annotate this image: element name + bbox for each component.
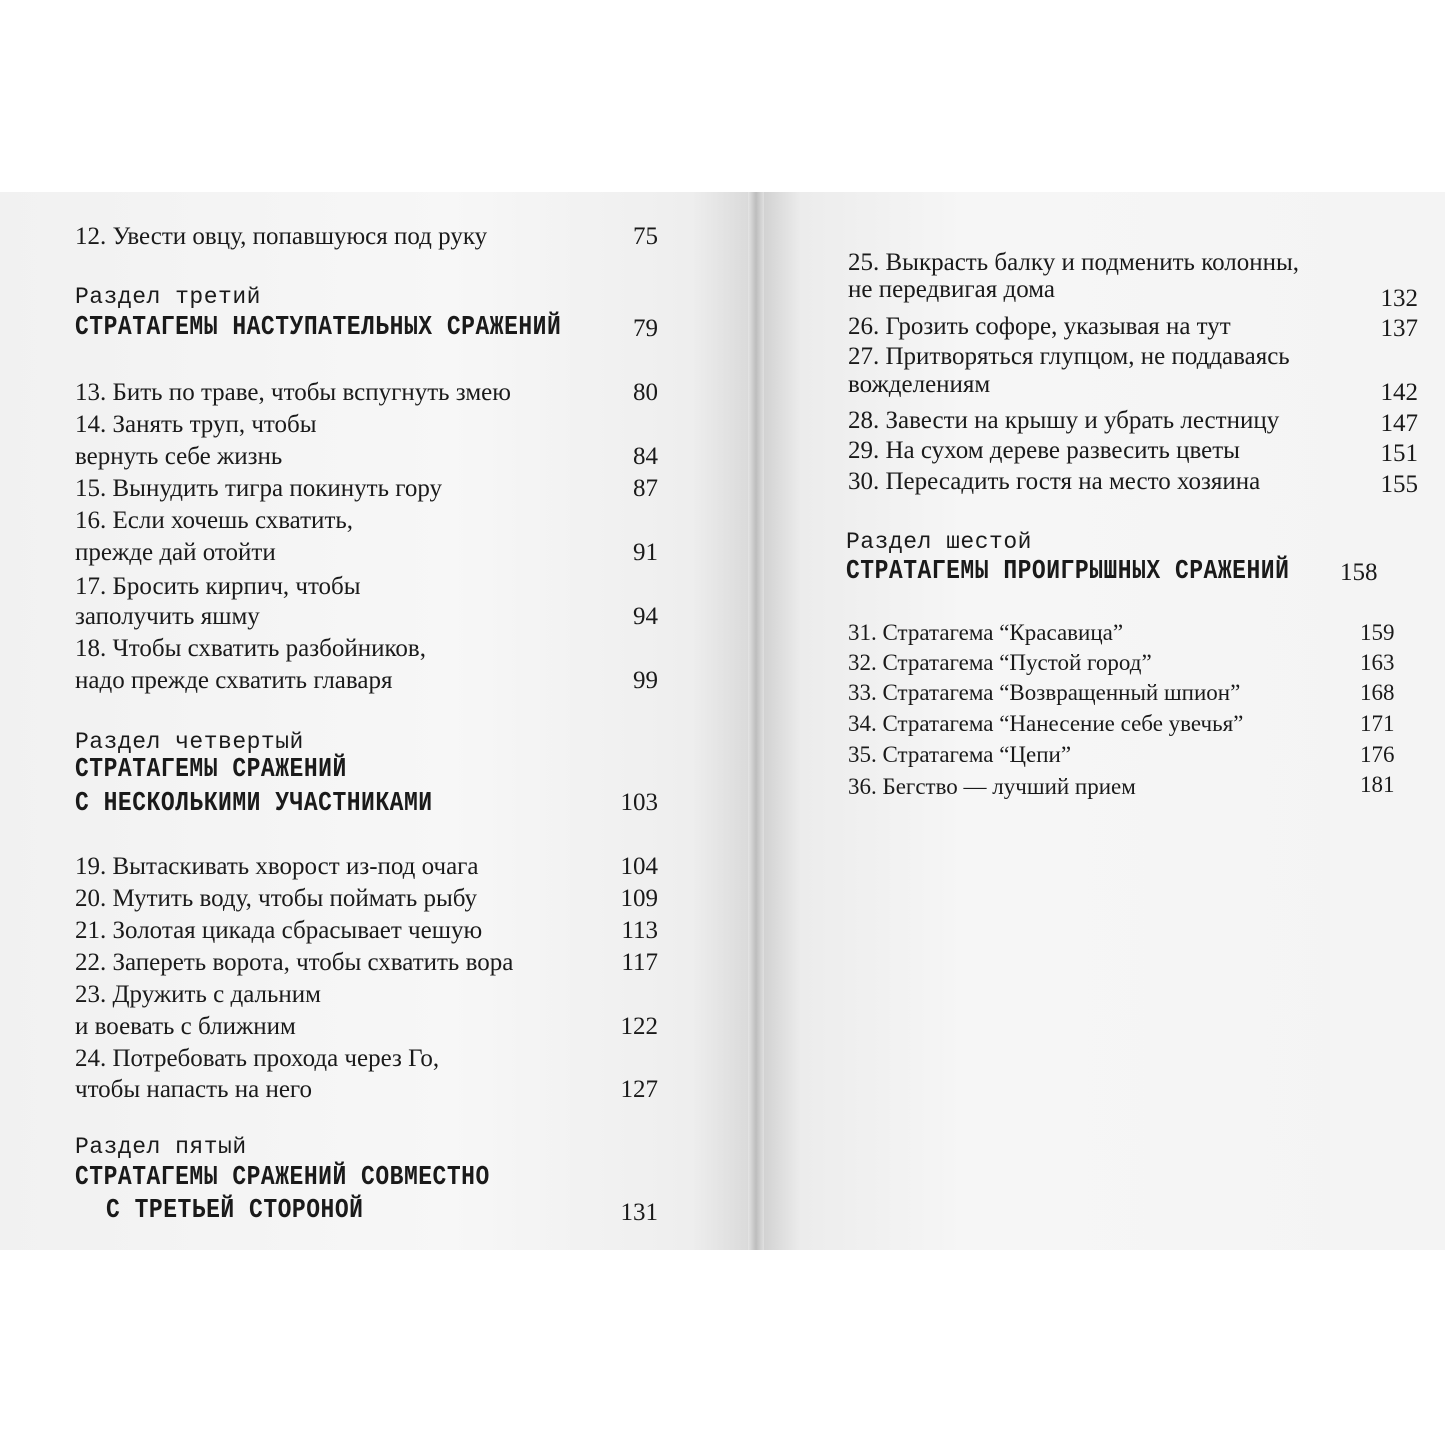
entry-text: 22. Запереть ворота, чтобы схватить вора <box>75 949 514 976</box>
entry-page: 99 <box>633 667 658 694</box>
entry-text-line2: прежде дай отойти <box>75 539 276 566</box>
entry-page: 104 <box>620 853 658 880</box>
entry-text: 36. Бегство — лучший прием <box>848 774 1136 799</box>
entry-text-line1: 24. Потребовать прохода через Го, <box>75 1045 440 1072</box>
section-label: Раздел шестой <box>846 529 1032 555</box>
entry-page: 176 <box>1360 742 1395 767</box>
entry-text-line2: и воевать с ближним <box>75 1013 296 1040</box>
entry-text-line1: 18. Чтобы схватить разбойников, <box>75 635 426 662</box>
entry-page: 91 <box>633 539 658 566</box>
section-title: СТРАТАГЕМЫ ПРОИГРЫШНЫХ СРАЖЕНИЙ <box>846 556 1290 587</box>
entry-text: 35. Стратагема “Цепи” <box>848 742 1072 767</box>
entry-page: 151 <box>1380 440 1418 467</box>
entry-page: 80 <box>633 379 658 406</box>
entry-text-line2: не передвигая дома <box>848 276 1055 303</box>
entry-page: 155 <box>1380 471 1418 498</box>
entry-page: 122 <box>620 1013 658 1040</box>
entry-page: 168 <box>1360 680 1395 705</box>
entry-text-line1: 14. Занять труп, чтобы <box>75 411 317 438</box>
entry-page: 159 <box>1360 620 1395 645</box>
entry-text-line1: 23. Дружить с дальним <box>75 981 321 1008</box>
entry-text: 31. Стратагема “Красавица” <box>848 620 1124 645</box>
entry-text: 13. Бить по траве, чтобы вспугнуть змею <box>75 379 511 406</box>
entry-page: 171 <box>1360 711 1395 736</box>
entry-text: 34. Стратагема “Нанесение себе увечья” <box>848 711 1244 736</box>
entry-page: 84 <box>633 443 658 470</box>
section-label: Раздел пятый <box>75 1134 247 1160</box>
entry-text: 32. Стратагема “Пустой город” <box>848 650 1152 675</box>
entry-page: 94 <box>633 603 658 630</box>
entry-page: 87 <box>633 475 658 502</box>
entry-page: 109 <box>620 885 658 912</box>
section-label: Раздел четвертый <box>75 729 304 755</box>
section-page: 79 <box>633 315 658 342</box>
entry-text: 15. Вынудить тигра покинуть гору <box>75 475 443 502</box>
entry-page: 132 <box>1380 285 1418 312</box>
book-gutter <box>748 192 764 1250</box>
entry-text: 19. Вытаскивать хворост из-под очага <box>75 853 479 880</box>
section-page: 103 <box>620 789 658 816</box>
section-label: Раздел третий <box>75 284 261 310</box>
entry-page: 117 <box>621 949 658 976</box>
entry-page: 163 <box>1360 650 1395 675</box>
section-page: 158 <box>1340 559 1378 586</box>
entry-page: 127 <box>620 1076 658 1103</box>
entry-text: 30. Пересадить гостя на место хозяина <box>848 468 1261 495</box>
section-title-line1: СТРАТАГЕМЫ СРАЖЕНИЙ <box>75 754 347 785</box>
entry-text: 29. На сухом дереве развесить цветы <box>848 437 1240 464</box>
entry-text-line1: 27. Притворяться глупцом, не поддаваясь <box>848 343 1290 370</box>
section-title-line1: СТРАТАГЕМЫ СРАЖЕНИЙ СОВМЕСТНО <box>75 1162 490 1193</box>
entry-page: 113 <box>621 917 658 944</box>
section-title-line2: С ТРЕТЬЕЙ СТОРОНОЙ <box>106 1195 364 1226</box>
entry-page: 137 <box>1380 315 1418 342</box>
entry-text-line1: 25. Выкрасть балку и подменить колонны, <box>848 249 1300 276</box>
entry-text-line1: 16. Если хочешь схватить, <box>75 507 354 534</box>
entry-text-line2: заполучить яшму <box>75 603 260 630</box>
entry-text: 20. Мутить воду, чтобы поймать рыбу <box>75 885 478 912</box>
entry-text: 12. Увести овцу, попавшуюся под руку <box>75 223 488 250</box>
section-title-line2: С НЕСКОЛЬКИМИ УЧАСТНИКАМИ <box>75 788 433 819</box>
entry-text-line1: 17. Бросить кирпич, чтобы <box>75 573 361 600</box>
entry-page: 147 <box>1380 410 1418 437</box>
entry-text: 28. Завести на крышу и убрать лестницу <box>848 407 1280 434</box>
entry-text-line2: вернуть себе жизнь <box>75 443 283 470</box>
entry-text-line2: надо прежде схватить главаря <box>75 667 393 694</box>
entry-text: 33. Стратагема “Возвращенный шпион” <box>848 680 1241 705</box>
entry-text-line2: вожделениям <box>848 371 991 398</box>
entry-text-line2: чтобы напасть на него <box>75 1076 313 1103</box>
entry-page: 181 <box>1360 772 1395 797</box>
section-title: СТРАТАГЕМЫ НАСТУПАТЕЛЬНЫХ СРАЖЕНИЙ <box>75 312 562 343</box>
entry-page: 142 <box>1380 379 1418 406</box>
section-page: 131 <box>620 1199 658 1226</box>
entry-text: 21. Золотая цикада сбрасывает чешую <box>75 917 483 944</box>
entry-text: 26. Грозить софоре, указывая на тут <box>848 313 1231 340</box>
entry-page: 75 <box>633 223 658 250</box>
